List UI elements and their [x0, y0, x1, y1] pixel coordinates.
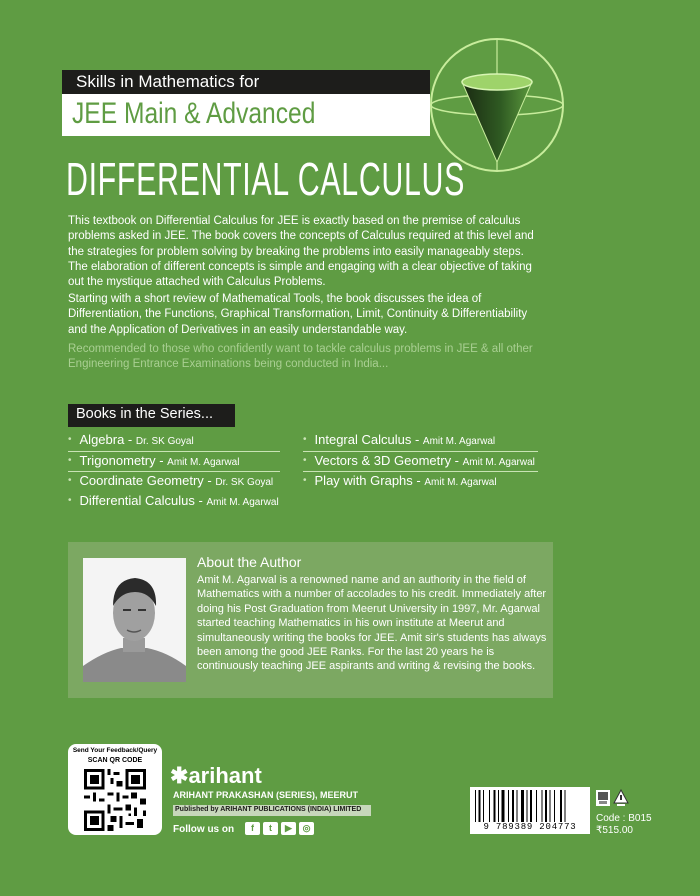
description-paragraph-1: This textbook on Differential Calculus for JEE is exactly based on the premise of calculus problems asked in JEE. The book covers the concepts of Calculus required at this level and the strategies for problem solving by breaking the problems into easily manageably steps. The elaboration of different concepts is simple and engaging with a clear objective of taking out the mystique attached with Calculus Problems.	[68, 215, 534, 289]
book-title: Algebra -	[79, 432, 136, 447]
author-bio: Amit M. Agarwal is a renowned name and an authority in the field of Mathematics with a number of accolades to his credit. Immediately after doing his Post Graduation from Meerut University in 1997, Mr. Agarwal started teaching Mathematics in his own institute at Meerut and simultaneously writing the books for JEE. Amit sir's students has always been among the good JEE Ranks. For the last 20 years he is continuously teaching JEE aspirants and writing & revising the books.	[197, 574, 547, 673]
author-portrait-icon	[83, 558, 186, 682]
book-item-trigonometry	[68, 453, 239, 468]
book-title: Differential Calculus -	[79, 493, 207, 508]
bullet-icon: •	[68, 475, 72, 486]
book-author: Amit M. Agarwal	[206, 497, 279, 508]
arihant-logo	[170, 763, 262, 789]
book-title: Coordinate Geometry -	[79, 473, 216, 488]
instagram-icon[interactable]: ◎	[299, 822, 314, 835]
publisher-name: ARIHANT PRAKASHAN (SERIES), MEERUT	[173, 790, 359, 800]
recommendation-paragraph: Recommended to those who confidently want to tackle calculus problems in JEE & all other Engineering Entrance Examinations being conducted in India...	[68, 343, 533, 371]
main-title: DIFFERENTIAL CALCULUS	[66, 153, 466, 205]
book-author: Amit M. Agarwal	[424, 477, 497, 488]
book-item-play-with-graphs	[303, 473, 497, 488]
book-item-coordinate-geometry	[68, 473, 273, 488]
certification-badge-icon	[596, 790, 610, 806]
divider	[303, 451, 538, 452]
jee-title: JEE Main & Advanced	[72, 97, 316, 130]
series-title: Skills in Mathematics for	[76, 72, 260, 91]
bullet-icon: •	[68, 455, 72, 466]
bullet-icon: •	[68, 434, 72, 445]
bullet-icon: •	[303, 475, 307, 486]
book-author: Amit M. Agarwal	[422, 436, 496, 447]
isbn-number: 9 789389 204773	[483, 822, 577, 832]
youtube-icon[interactable]: ▶	[281, 822, 296, 835]
book-title: Play with Graphs -	[314, 473, 425, 488]
bullet-icon: •	[68, 495, 72, 506]
book-item-vectors-3d-geometry	[303, 453, 535, 468]
feedback-label: Send Your Feedback/Query	[72, 747, 158, 754]
scan-qr-label: SCAN QR CODE	[87, 757, 143, 764]
published-by-label: Published by ARIHANT PUBLICATIONS (INDIA) LIMITED	[175, 806, 362, 813]
book-author: Amit M. Agarwal	[462, 457, 535, 468]
brand-name: arihant	[188, 763, 262, 788]
book-title: Vectors & 3D Geometry -	[314, 453, 463, 468]
book-author: Dr. SK Goyal	[215, 477, 274, 488]
star-icon: ✱	[170, 763, 189, 788]
bullet-icon: •	[303, 455, 307, 466]
author-photo	[83, 558, 186, 682]
divider	[68, 451, 280, 452]
book-author: Dr. SK Goyal	[135, 436, 194, 447]
author-heading: About the Author	[197, 554, 302, 570]
book-item-integral-calculus	[303, 432, 495, 447]
facebook-icon[interactable]: f	[245, 822, 260, 835]
follow-us-label: Follow us on	[173, 824, 235, 835]
divider	[68, 471, 280, 472]
book-price: ₹515.00	[596, 825, 633, 836]
book-title: Integral Calculus -	[314, 432, 423, 447]
book-title: Trigonometry -	[79, 453, 168, 468]
book-author: Amit M. Agarwal	[167, 457, 240, 468]
barcode-icon	[475, 790, 585, 822]
book-item-differential-calculus	[68, 493, 279, 508]
book-item-algebra	[68, 432, 194, 447]
bullet-icon: •	[303, 434, 307, 445]
cone-illustration	[422, 30, 572, 180]
description-paragraph-2: Starting with a short review of Mathematical Tools, the book discusses the idea of Differentiation, the Functions, Graphical Transformation, Limit, Continuity & Differentiability and the Application of Derivatives in an easily understandable way.	[68, 293, 528, 336]
book-code: Code : B015	[596, 813, 652, 824]
recycle-alert-icon	[613, 789, 629, 807]
qr-code-icon[interactable]	[83, 769, 147, 831]
twitter-icon[interactable]: t	[263, 822, 278, 835]
books-header: Books in the Series...	[76, 406, 214, 422]
divider	[303, 471, 538, 472]
